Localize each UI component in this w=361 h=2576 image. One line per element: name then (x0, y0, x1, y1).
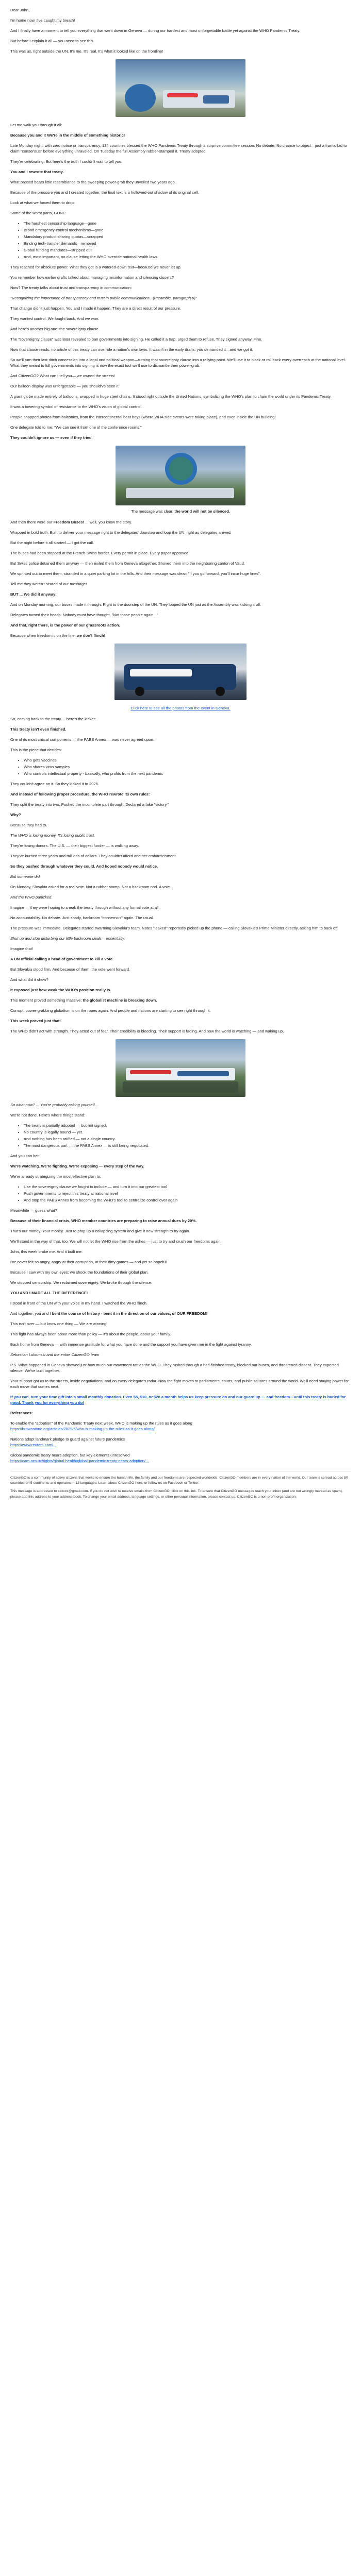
references-heading: References: (10, 1411, 33, 1415)
paragraph: A giant globe made entirely of balloons, wrapped in huge steel chains. It stood right outside the United Nations, symbolizing the WHO's plan to chain the world under its Pandemic Treaty. (10, 394, 332, 399)
paragraph: And what did it show? (10, 977, 48, 982)
list-item: • Mandatory product sharing quotas—scrapped (24, 234, 351, 240)
list-item: • Who gets vaccines (24, 757, 351, 763)
photo-protest-un (116, 59, 245, 117)
paragraph: The pressure was immediate. Delegates started swarming Slovakia's team. Notes "leaked" reportedly picked up the phone — calling Slovakia's Prime Minister directly, asking him to back off. (10, 926, 339, 930)
paragraph: P.S. What happened in Geneva showed just how much our movement rattles the WHO. They rushed through a half-finished treaty, blocked our buses, and threatened dissent. They expected silence. We've built together. (10, 1363, 339, 1373)
reference-link[interactable]: https://www.reuters.com/... (10, 1443, 57, 1447)
dropped-items-list (10, 221, 351, 260)
paragraph: Because when freedom is on the line, we don't flinch! (10, 633, 106, 638)
paragraph: Shut up and stop disturbing our little backroom deals – essentially. (10, 936, 125, 941)
list-item: • Binding tech-transfer demands—removed (24, 241, 351, 246)
paragraph: Delegates turned their heads. Nobody must have thought, "Not those people again..." (10, 613, 158, 617)
paragraph: And here's another big one: the sovereignty clause. (10, 327, 100, 331)
paragraph: On Monday, Slovakia asked for a real vote. Not a rubber stamp. Not a backroom nod. A vote. (10, 885, 171, 889)
paragraph: They split the treaty into two. Pushed the incomplete part through. Declared a fake "victory." (10, 802, 169, 807)
paragraph: I've never felt so angry, angry at their corruption, at their dirty games — and yet so hopeful! (10, 1260, 168, 1264)
paragraph: They couldn't ignore us — even if they tried. (10, 435, 93, 440)
paragraph: Meanwhile — guess what? (10, 1208, 57, 1213)
greeting: Dear John, (10, 8, 30, 12)
reference-link[interactable]: https://cam.acs.uz/rights/global-health/global-pandemic-treaty-nears-adoption/... (10, 1459, 149, 1463)
list-item: • Use the sovereignty clause we fought to include — and turn it into our greatest tool (24, 1184, 351, 1190)
paragraph: But someone did. (10, 874, 41, 879)
paragraph: And you can bet: (10, 1154, 40, 1158)
list-item: • The most dangerous part — the PABS Annex — is still being negotiated. (24, 1143, 351, 1148)
paragraph: Late Monday night, with zero notice or transparency, 124 countries blessed the WHO Pandemic Treaty through a surprise committee session. No debate. No chance to object—just a frantic bid to claim "consensus" before everything unraveled. On Tuesday the full Assembly rubber-stamped it. Treaty adopted. (10, 143, 347, 154)
photos-link-container (10, 705, 351, 711)
paragraph: You and I rewrote that treaty. (10, 170, 64, 174)
paragraph: You remember how earlier drafts talked about managing misinformation and silencing dissent? (10, 275, 174, 280)
paragraph: But Slovakia stood firm. And because of them, the vote went forward. (10, 967, 130, 972)
signature: Sebastian Lukomski and the entire CitizenGO team (10, 1352, 100, 1357)
paragraph: What passed bears little resemblance to the sweeping power-grab they unveiled two years ago. (10, 180, 176, 184)
paragraph: One delegate told to me: "We can see it from one of the conference rooms." (10, 425, 142, 430)
paragraph: No accountability. No debate. Just shady, backroom "consensus" again. The usual. (10, 916, 154, 920)
list-item: • And, most important, no clause letting the WHO override national health laws (24, 254, 351, 260)
paragraph: Wrapped in bold truth. Built to deliver your message right to the delegates' doorstep and loop the UN, right as delegates arrived. (10, 530, 232, 535)
list-item: • Who shares virus samples (24, 764, 351, 770)
reference-link[interactable]: https://brownstone.org/articles/2025/5/who-is-making-up-the-rules-as-it-goes-along/ (10, 1427, 155, 1431)
paragraph: But Swiss police detained them anyway — then exiled them from Geneva altogether. Shoved them into the neighboring canton of Vaud. (10, 561, 245, 566)
paragraph: This fight has always been about more than policy — it's about the people, about your family. (10, 1332, 171, 1336)
paragraph: And that, right there, is the power of our grassroots action. (10, 623, 120, 628)
paragraph: They've burned three years and millions of dollars. They couldn't afford another embarrassment. (10, 854, 177, 858)
paragraph: They couldn't agree on it. So they kicked it to 2026. (10, 782, 99, 786)
paragraph: So, coming back to the treaty ... here's the kicker: (10, 717, 96, 721)
paragraph: And on Monday morning, our buses made it through. Right to the doorstep of the UN. They looped the UN just as the Assembly was kicking it off. (10, 602, 261, 607)
paragraph: A UN official calling a head of government to kill a vote. (10, 957, 114, 961)
paragraph: Back home from Geneva — with immense gratitude for what you have done and the support you have given me in the fight against tyranny, (10, 1342, 252, 1347)
paragraph: They wanted control. We fought back. And we won. (10, 316, 100, 321)
paragraph: Because I saw with my own eyes: we shook the foundations of their global plan. (10, 1270, 149, 1275)
paragraph: We'll stand in the way of that, too. We will not let the WHO rise from the ashes — just to try and crush our freedoms again. (10, 1239, 222, 1244)
paragraph: This isn't over — but know one thing — We are winning! (10, 1321, 108, 1326)
paragraph: The WHO didn't act with strength. They acted out of fear. Their credibility is bleeding. Their support is fading. And now the world is watching — and waking up. (10, 1029, 284, 1033)
list-item: • Broad emergency-control mechanisms—gone (24, 227, 351, 233)
photo-protesters-banners (116, 1039, 245, 1097)
paragraph: The "sovereignty clause" was later revealed to ban governments into signing. He called it a trap, urged them to refuse. They signed anyway. Fine. (10, 337, 262, 342)
list-item: • Push governments to reject this treaty at national level (24, 1191, 351, 1196)
paragraph: We're already strategizing the most effective plan to: (10, 1174, 101, 1179)
paragraph: Because of the pressure you and I created together, the final text is a hollowed-out shadow of its original self. (10, 190, 199, 195)
paragraph: Because of their financial crisis, WHO member countries are preparing to raise annual dues by 20%. (10, 1218, 197, 1223)
paragraph: They're celebrating. But here's the truth I couldn't wait to tell you: (10, 159, 123, 164)
paragraph: This moment proved something massive: the globalist machine is breaking down. (10, 998, 157, 1003)
paragraph: We sprinted out to meet them, stranded in a quiet parking lot in the hills. And their message was clear: "If you go forward, you'll incur huge fines". (10, 571, 261, 576)
paragraph: Imagine — they were hoping to sneak the treaty through without any formal vote at all. (10, 905, 160, 910)
paragraph: YOU AND I MADE ALL THE DIFFERENCE! (10, 1291, 88, 1295)
paragraph: Look at what we forced them to drop: (10, 200, 75, 205)
paragraph: The WHO is losing money. It's losing public trust. (10, 833, 95, 838)
paragraph: And CitizenGO? What can I tell you— we owned the streets! (10, 374, 116, 378)
paragraph: It was a towering symbol of resistance to the WHO's vision of global control. (10, 404, 142, 409)
photo-caption: The message was clear: the world will not be silenced. (130, 509, 230, 514)
paragraph: Now? The treaty talks about trust and transparency in communication: (10, 285, 132, 290)
footer-legal: This message is addressed to xxxxxx@gmail.com. If you do not wish to receive emails from CitizenGO, click on this link. To ensure that CitizenGO messages reach your inbox (and are not wrongly marked as spam), please add this address to your address book. To change your email address, language settings, or other personal information, please contact us. CitizenGO is a non-profit organization. (10, 1489, 343, 1499)
paragraph: This treaty isn't even finished. (10, 727, 67, 732)
quote: "Recognizing the importance of transparency and trust in public communications...(Preamble, paragraph 8)" (10, 296, 197, 300)
donation-cta-container (10, 1394, 351, 1405)
paragraph: They reached for absolute power. What they got is a watered-down text—because we never let up. (10, 265, 182, 269)
paragraph: And instead of following proper procedure, the WHO rewrote its own rules: (10, 792, 150, 796)
reference: Global pandemic treaty nears adoption, but key elements unresolved https://cam.acs.uz/rights/global-health/global-pandemic-treaty-nears-adoption/... (10, 1453, 149, 1463)
paragraph: And together, you and I bent the course of history - bent it in the direction of our values, of OUR FREEDOM! (10, 1311, 208, 1316)
paragraph: People snapped photos from balconies, from the intercontinental beat boys (where WHA side events were taking place), and even inside the UN building! (10, 415, 276, 419)
list-item: • The harshest censorship language—gone (24, 221, 351, 226)
paragraph: The buses had been stopped at the French-Swiss border. Every permit in place. Every paper approved. (10, 551, 190, 555)
paragraph: Imagine that! (10, 946, 33, 951)
paragraph: John, this week broke me. And it built me. (10, 1249, 83, 1254)
paragraph: Some of the worst parts, GONE: (10, 211, 67, 215)
pabs-list (10, 757, 351, 776)
donation-link[interactable]: If you can, turn your time gift into a small monthly donation. Even $5, $10, or $20 a month helps us keep pressure on and our guard up — and freedom—until this treaty is buried for good. Thank you for everything you do! (10, 1395, 346, 1405)
list-item: • Who controls intellectual property - basically, who profits from the next pandemic (24, 771, 351, 776)
paragraph: BUT ... We did it anyway! (10, 592, 57, 597)
paragraph: We're not done. Here's where things stand: (10, 1113, 86, 1117)
paragraph: Corrupt, power-grabbing globalism is on the ropes again. And people and nations are starting to see right through it. (10, 1008, 211, 1013)
paragraph: So we'll turn their last-ditch concession into a legal and political weapon—turning that sovereignty clause into a rallying point. We'll use it to block or roll back every overreach at the national level. What they meant to lull governments into signing is now the exact tool we'll use to dismantle their power-grab. (10, 358, 346, 368)
photo-freedom-bus (114, 643, 247, 700)
reference: Nations adopt landmark pledge to guard against future pandemics https://www.reuters.com/... (10, 1437, 125, 1447)
paragraph: We're watching. We're fighting. We're exposing — every step of the way. (10, 1164, 144, 1168)
photos-link[interactable]: Click here to see all the photos from the event in Geneva. (130, 706, 231, 710)
email-body (10, 0, 351, 1500)
paragraph: Because you and I! We're in the middle of something historic! (10, 133, 125, 138)
paragraph: That change didn't just happen. You and I made it happen. They are a direct result of our pressure. (10, 306, 182, 311)
paragraph: And the WHO panicked. (10, 895, 53, 900)
paragraph: Tell me they weren't scared of our message! (10, 582, 87, 586)
paragraph: This was us, right outside the UN. It's me. It's real. It's what it looked like on the frontline! (10, 49, 163, 54)
paragraph: Now that clause reads: no article of this treaty can override a nation's own laws. It wasn't in the early drafts. you demanded it—and we got it. (10, 347, 253, 352)
list-item: • The treaty is partially adopted — but not signed. (24, 1123, 351, 1128)
paragraph: This is the piece that decides: (10, 748, 62, 752)
reference: To enable the "adoption" of the Pandemic Treaty next week, WHO is making up the rules as it goes along https://brownstone.org/articles/2025/5/who-is-making-up-the-rules-as-it-goes-along/ (10, 1421, 192, 1431)
paragraph: We stopped censorship. We reclaimed sovereignty. We broke through the silence. (10, 1280, 153, 1285)
list-item: • No country is legally bound — yet. (24, 1129, 351, 1135)
paragraph: It exposed just how weak the WHO's position really is. (10, 988, 111, 992)
plan-list (10, 1184, 351, 1203)
paragraph: I stood in front of the UN with your voice in my hand. I watched the WHO flinch. (10, 1301, 147, 1306)
paragraph: They're losing donors. The U.S. — their biggest funder — is walking away. (10, 843, 139, 848)
paragraph: That's our money. Your money. Just to prop up a collapsing system and give it new strength to try again. (10, 1229, 190, 1233)
paragraph: I'm home now. I've caught my breath! (10, 18, 75, 23)
paragraph: But the night before it all started — I got the call. (10, 540, 94, 545)
paragraph: And then there were our Freedom Buses! ... well, you know the story. (10, 520, 132, 524)
paragraph: And I finally have a moment to tell you everything that went down in Geneva — during our hardest and most unforgettable battle yet against the WHO Pandemic Treaty. (10, 28, 301, 33)
paragraph: Because they had to. (10, 823, 47, 827)
footer-about: CitizenGO is a community of active citizens that works to ensure the human life, the family and our freedoms are respected worldwide. CitizenGO members are in every nation of the world. Our team is spread across 50 countries on 5 continents and operates in 12 languages. Learn about CitizenGO here, or follow us on Facebook or Twitter. (10, 1476, 348, 1485)
paragraph: So they pushed through whatever they could. And hoped nobody would notice. (10, 864, 158, 869)
paragraph: But before I explain it all — you need to see this. (10, 39, 94, 43)
paragraph: This week proved just that! (10, 1019, 61, 1023)
paragraph: Our balloon display was unforgettable — you should've seen it. (10, 384, 120, 388)
paragraph: Your support got us to the streets, inside negotiations, and on every delegate's radar. Now the fight moves to parliaments, courts, and public squares around the world. We'll need staying power for each move that comes next. (10, 1379, 349, 1389)
list-item: • And nothing has been ratified — not a single country. (24, 1136, 351, 1142)
list-item: • Global funding mandates—stripped out (24, 247, 351, 253)
paragraph: Why? (10, 812, 21, 817)
paragraph: One of its most critical components — the PABS Annex — was never agreed upon. (10, 737, 154, 742)
photo-balloon-globe (116, 446, 245, 505)
paragraph: So what now? ... You're probably asking yourself... (10, 1103, 98, 1107)
status-list (10, 1123, 351, 1148)
paragraph: Let me walk you through it all: (10, 123, 62, 127)
list-item: • And stop the PABS Annex from becoming the WHO's tool to centralize control over again (24, 1197, 351, 1203)
